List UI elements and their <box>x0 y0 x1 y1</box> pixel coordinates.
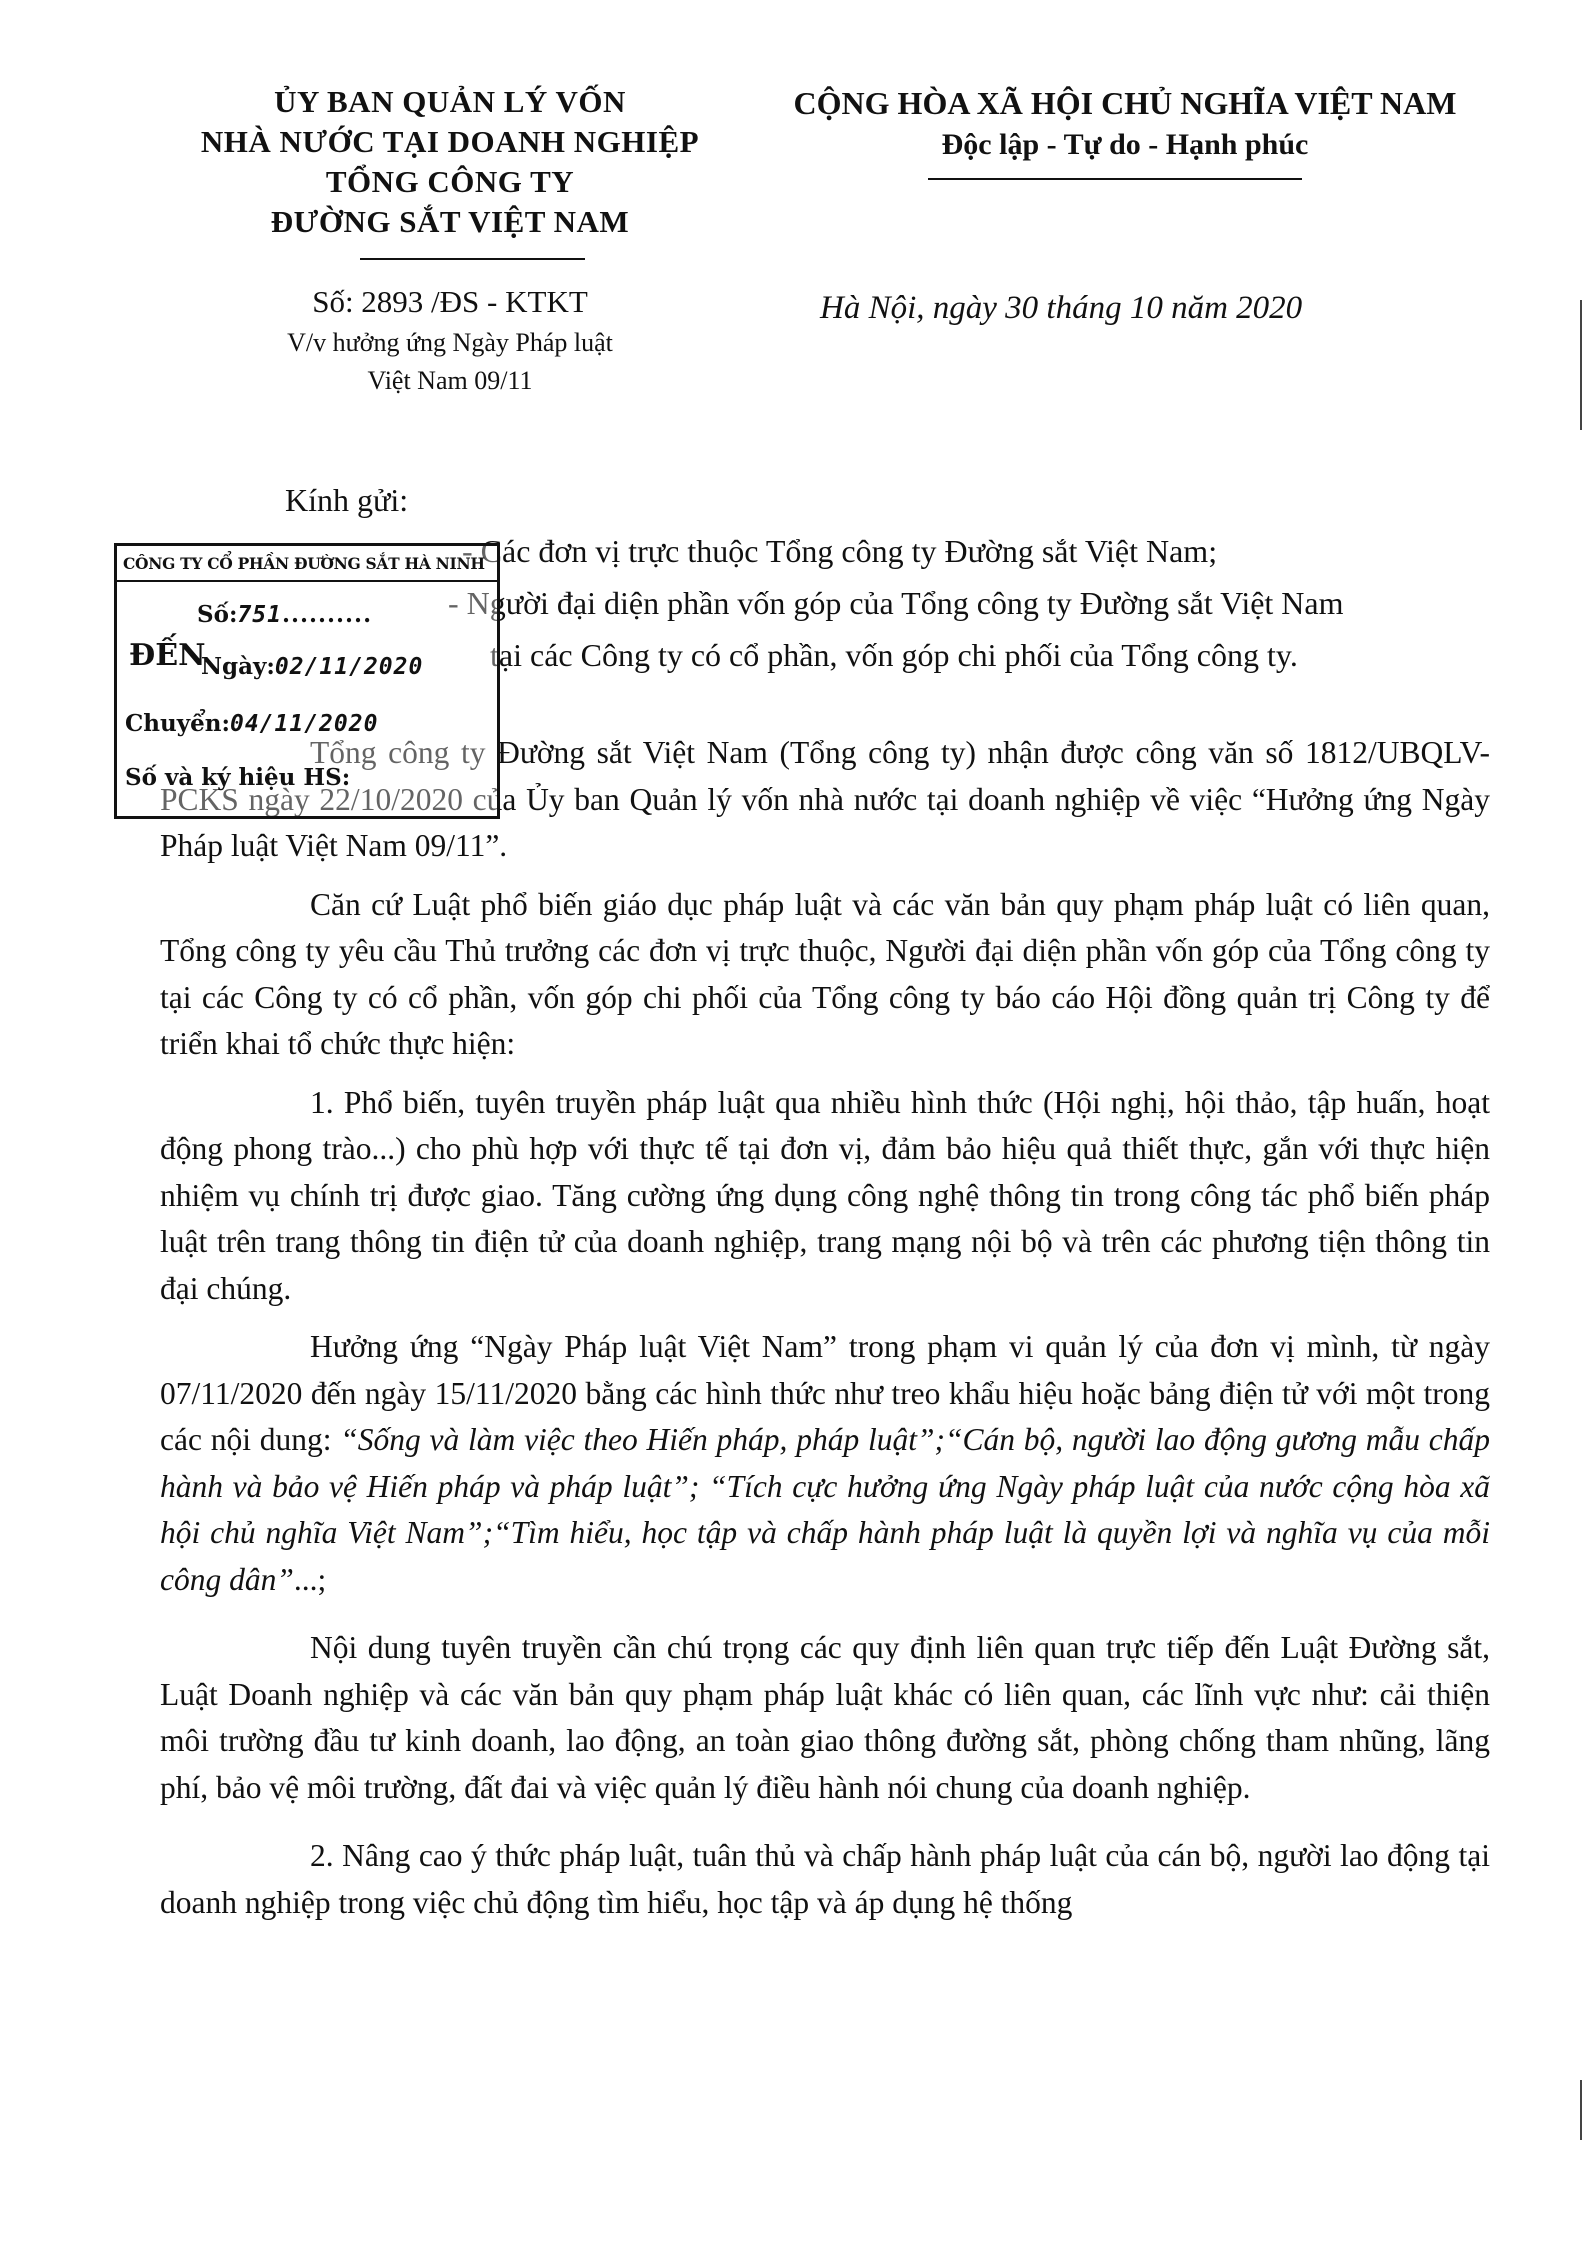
motto: Độc lập - Tự do - Hạnh phúc <box>941 128 1309 161</box>
stamp-company: CÔNG TY CỔ PHẦN ĐƯỜNG SẮT HÀ NINH <box>123 554 485 573</box>
stamp-hs-label: Số và ký hiệu HS: <box>125 764 351 791</box>
nation-title: CỘNG HÒA XÃ HỘI CHỦ NGHĨA VIỆT NAM <box>793 85 1457 121</box>
document-number: Số: 2893 /ĐS - KTKT <box>312 284 588 319</box>
issuer-line-1: ỦY BAN QUẢN LÝ VỐN <box>274 84 626 119</box>
stamp-chuyen-label: Chuyển: <box>125 710 230 737</box>
stamp-ngay-value: 02/11/2020 <box>274 654 424 680</box>
paragraph-4 <box>160 1324 1490 1603</box>
stamp-so-row <box>197 601 372 628</box>
stamp-chuyen-row <box>125 710 378 737</box>
recipients-label: Kính gửi: <box>285 482 409 518</box>
issuer-line-4: ĐƯỜNG SẮT VIỆT NAM <box>270 204 630 239</box>
stamp-dots: .......... <box>282 601 373 628</box>
paragraph-4-intro: Hưởng ứng “Ngày Pháp luật Việt Nam” trong phạm vi quản lý của đơn vị mình, từ ngày 07/11/2020 đến ngày 15/11/2020 bằng các hình thức như treo khẩu hiệu hoặc bảng điện tử với một trong các nội dung: <box>160 1329 1490 1457</box>
issuer-block <box>160 82 740 242</box>
scan-edge-mark <box>1580 2080 1582 2140</box>
paragraph-1: Tổng công ty Đường sắt Việt Nam (Tổng công ty) nhận được công văn số 1812/UBQLV-PCKS ngày 22/10/2020 của Ủy ban Quản lý vốn nhà nước tại doanh nghiệp về việc “Hưởng ứng Ngày Pháp luật Việt Nam 09/11”. <box>160 735 1490 863</box>
received-stamp <box>114 543 500 819</box>
place-date: Hà Nội, ngày 30 tháng 10 năm 2020 <box>820 290 1303 326</box>
slogan-1: “Sống và làm việc theo Hiến pháp, pháp luật” <box>340 1422 935 1457</box>
stamp-so-label: Số: <box>197 601 238 628</box>
paragraph-4-end: ...; <box>293 1561 327 1597</box>
subject-line-1: V/v hưởng ứng Ngày Pháp luật <box>287 328 613 357</box>
recipient-line-1: - Các đơn vị trực thuộc Tổng công ty Đường sắt Việt Nam; <box>462 533 1218 569</box>
slogan-2: ;“Cán bộ, người lao động gương mẫu chấp hành và bảo vệ Hiến pháp và pháp luật” <box>160 1422 1490 1504</box>
stamp-den: ĐẾN <box>129 638 206 673</box>
paragraph-5: Nội dung tuyên truyền cần chú trọng các quy định liên quan trực tiếp đến Luật Đường sắt, Luật Doanh nghiệp và các văn bản quy phạm pháp luật khác có liên quan, các lĩnh vực như: cải thiện môi trường đầu tư kinh doanh, lao động, an toàn giao thông đường sắt, phòng chống tham nhũng, lãng phí, bảo vệ môi trường, đất đai và việc quản lý điều hành nói chung của doanh nghiệp. <box>160 1630 1490 1805</box>
scan-edge-mark <box>1580 300 1582 430</box>
stamp-divider <box>117 580 497 582</box>
paragraph-6: 2. Nâng cao ý thức pháp luật, tuân thủ và chấp hành pháp luật của cán bộ, người lao động tại doanh nghiệp trong việc chủ động tìm hiểu, học tập và áp dụng hệ thống <box>160 1838 1490 1920</box>
paragraph-3: 1. Phổ biến, tuyên truyền pháp luật qua nhiều hình thức (Hội nghị, hội thảo, tập huấn, hoạt động phong trào...) cho phù hợp với thực tế tại đơn vị, đảm bảo hiệu quả thiết thực, gắn với thực hiện nhiệm vụ chính trị được giao. Tăng cường ứng dụng công nghệ thông tin trong công tác phổ biến pháp luật trên trang thông tin điện tử của doanh nghiệp, trang mạng nội bộ và trên các phương tiện thông tin đại chúng. <box>160 1084 1490 1306</box>
stamp-ngay-row <box>201 653 423 680</box>
issuer-line-3: TỔNG CÔNG TY <box>325 164 575 199</box>
recipient-line-2: - Người đại diện phần vốn góp của Tổng công ty Đường sắt Việt Nam <box>448 585 1344 621</box>
slogan-3: ; “Tích cực hưởng ứng Ngày pháp luật của nước cộng hòa xã hội chủ nghĩa Việt Nam” <box>160 1468 1490 1550</box>
national-header <box>745 82 1505 166</box>
motto-underline <box>928 178 1302 180</box>
paragraph-2: Căn cứ Luật phổ biến giáo dục pháp luật và các văn bản quy phạm pháp luật có liên quan, Tổng công ty yêu cầu Thủ trưởng các đơn vị trực thuộc, Người đại diện phần vốn góp của Tổng công ty tại các Công ty có cổ phần, vốn góp chi phối của Tổng công ty báo cáo Hội đồng quản trị Công ty để triển khai tổ chức thực hiện: <box>160 886 1490 1061</box>
document-subject <box>160 324 740 400</box>
stamp-ngay-label: Ngày: <box>201 653 275 680</box>
subject-line-2: Việt Nam 09/11 <box>367 366 533 395</box>
stamp-hs-row <box>125 764 350 791</box>
slogan-4: ;“Tìm hiểu, học tập và chấp hành pháp luật là quyền lợi và nghĩa vụ của mỗi công dân” <box>160 1515 1490 1597</box>
issuer-underline <box>360 258 585 260</box>
recipient-line-3: tại các Công ty có cổ phần, vốn góp chi phối của Tổng công ty. <box>490 637 1298 673</box>
letter-body <box>160 730 1490 1926</box>
issuer-line-2: NHÀ NƯỚC TẠI DOANH NGHIỆP <box>200 124 700 159</box>
stamp-chuyen-value: 04/11/2020 <box>229 711 379 737</box>
stamp-so-value: 751 <box>237 602 282 628</box>
